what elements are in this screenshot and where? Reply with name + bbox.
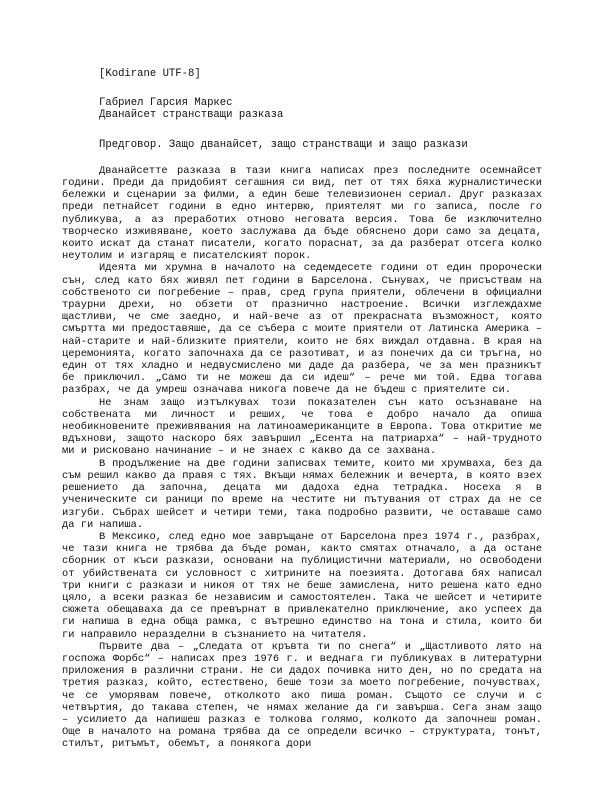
- author-name: Габриел Гарсия Маркес: [99, 97, 233, 110]
- paragraph: Първите два – „Следата от кръвта ти по снега“ и „Щастливото лято на госпожа Форбс“ – написах през 1976 г. и веднага ги публикувах в литературни приложения в различни страни. Не си дадох почивка нито ден, но по средата на третия разказ, който, естествено, беше този за моето погребение, почувствах, че се уморявам повече, отколкото ако пиша роман. Същото се случи и с четвъртия, до такава степен, че нямах желание да ги завърша. Сега знам защо – усилието да напишеш разказ е толкова голямо, колкото да започнеш роман. Още в началото на романа трябва да се определи всичко – структурата, тонът, стилът, ритъмът, обемът, а понякога дори: [62, 640, 542, 751]
- encoding-label: [Kodirane UTF-8]: [99, 68, 201, 80]
- paragraph: В продължение на две години записвах темите, които ми хрумваха, без да съм решил какво да правя с тях. Вкъщи нямах бележник и вечерта, в която взех решението да започна, децата ми дадоха една тетрадка. Носеха я в ученическите си раници по време на честите ни пътувания от страх да не се изгуби. Събрах шейсет и четири теми, така подробно развити, че оставаше само да ги напиша.: [62, 457, 542, 531]
- paragraph: В Мексико, след едно мое завръщане от Барселона през 1974 г., разбрах, че тази книга не трябва да бъде роман, както смятах отначало, а да остане сборник от къси разкази, основани на публицистични материали, но освободени от убийствената си условност с хитрините на поезията. Дотогава бях написал три книги с разкази и никоя от тях не беше замислена, нито решена като едно цяло, а всеки разказ бе независим и самостоятелен. Така че шейсет и четирите сюжета обещаваха да се превърнат в привлекателно приключение, ако успеех да ги напиша в една обща рамка, с вътрешно единство на тона и стила, които би ги направило неразделни в съзнанието на читателя.: [62, 530, 542, 641]
- document-page: [62, 68, 542, 751]
- book-meta: [99, 97, 542, 121]
- document-body: [62, 165, 542, 751]
- paragraph: Дванайсетте разказа в тази книга написах през последните осемнайсет години. Преди да придобият сегашния си вид, пет от тях бяха журналистически бележки и сценарии за филми, а един беше телевизионен сериал. Друг разказах преди петнайсет години в едно интервю, приятелят ми го записа, после го публикува, а аз преработих отново неговата версия. Това бе изключително творческо изживяване, което заслужава да бъде обяснено дори само за децата, които искат да станат писатели, когато пораснат, за да разберат отсега колко неутолим и изгарящ е писателският порок.: [62, 164, 542, 263]
- preface-title: Предговор. Защо дванайсет, защо странстващи и защо разкази: [99, 138, 468, 151]
- paragraph: Идеята ми хрумна в началото на седемдесете години от един пророчески сън, след като бях живял пет години в Барселона. Сънувах, че присъствам на собственото си погребение – прав, сред група приятели, облечени в официални траурни дрехи, но обзети от празнично настроение. Всички изглеждахме щастливи, че сме заедно, и най-вече аз от прекрасната възможност, която смъртта ми предоставяше, да се събера с моите приятели от Латинска Америка – най-старите и най-близките приятели, които не бях виждал отдавна. В края на церемонията, когато започнаха да се разотиват, и аз понечих да си тръгна, но един от тях хладно и недвусмислено ми даде да разбера, че за мен празникът бе приключил. „Само ти не можеш да си идеш“ – рече ми той. Едва тогава разбрах, че да умреш означава никога повече да не бъдеш с приятелите си.: [62, 262, 542, 397]
- book-title: Дванайсет странстващи разказа: [99, 109, 284, 122]
- paragraph: Не знам защо изтълкувах този показателен сън като осъзнаване на собствената ми личност и реших, че това е добро начало да опиша необикновените преживявания на латиноамериканците в Европа. Това откритие ме вдъхнови, защото наскоро бях завършил „Есента на патриарха“ – най-трудното ми и рисковано начинание – и не знаех с какво да се захвана.: [62, 396, 542, 458]
